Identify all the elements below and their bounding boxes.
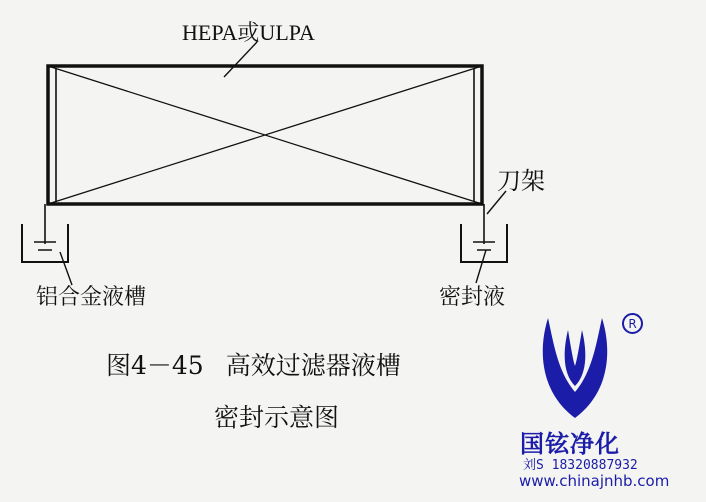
aluminum-trough-label: 铝合金液槽 — [36, 285, 147, 310]
figure-title-line2: 密封示意图 — [214, 403, 340, 432]
watermark-website[interactable]: www.chinajnhb.com — [519, 472, 670, 490]
watermark-contact: 刘S 18320887932 — [523, 458, 638, 473]
logo-drop-icon — [543, 318, 607, 418]
filter-label: HEPA或ULPA — [182, 20, 315, 45]
watermark-company: 国铉净化 — [520, 430, 620, 458]
registered-mark-icon: R — [622, 313, 643, 334]
leader-lines — [60, 42, 506, 285]
figure-number: 图4－45 — [106, 351, 204, 380]
knife-frame-label: 刀架 — [497, 167, 545, 195]
sealing-liquid-label: 密封液 — [439, 285, 506, 310]
filter-diagonals — [48, 66, 482, 204]
figure-title-line1: 高效过滤器液槽 — [225, 351, 401, 380]
leader-seal — [476, 250, 486, 283]
figure-caption-line1 — [106, 346, 401, 382]
leader-filter — [224, 42, 257, 77]
